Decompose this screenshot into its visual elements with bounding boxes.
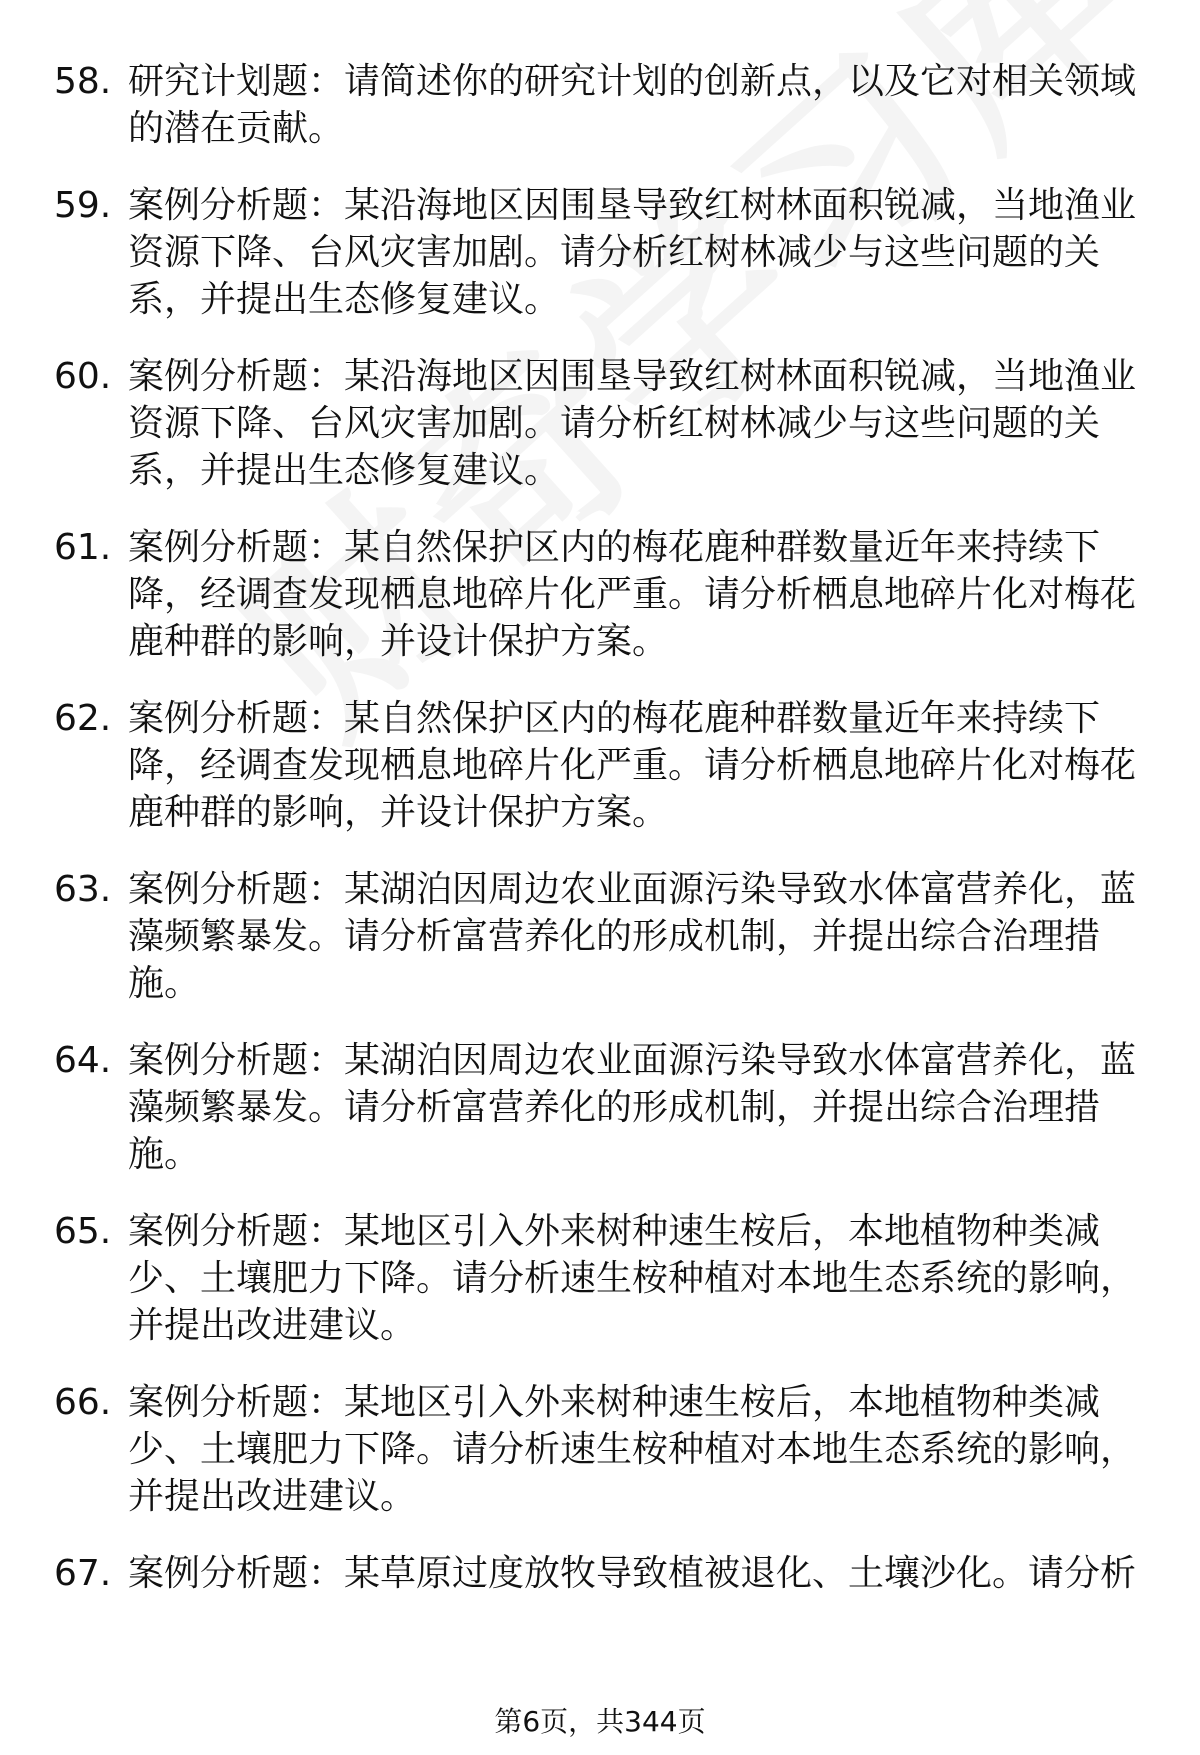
question-text: 研究计划题：请简述你的研究计划的创新点，以及它对相关领域的潜在贡献。 bbox=[128, 61, 1137, 149]
question-number: 58. bbox=[54, 61, 112, 102]
question-item bbox=[0, 182, 1200, 323]
page-footer: 第6页，共344页 bbox=[494, 1705, 706, 1738]
question-text: 案例分析题：某湖泊因周边农业面源污染导致水体富营养化，蓝藻频繁暴发。请分析富营养化的形成机制，并提出综合治理措施。 bbox=[128, 1040, 1137, 1175]
question-number: 62. bbox=[54, 698, 112, 739]
question-number: 59. bbox=[54, 185, 112, 226]
question-text: 案例分析题：某沿海地区因围垦导致红树林面积锐减，当地渔业资源下降、台风灾害加剧。请分析红树林减少与这些问题的关系，并提出生态修复建议。 bbox=[128, 356, 1137, 491]
question-number: 64. bbox=[54, 1040, 112, 1081]
question-item bbox=[0, 1550, 1200, 1597]
question-text: 案例分析题：某地区引入外来树种速生桉后，本地植物种类减少、土壤肥力下降。请分析速生桉种植对本地生态系统的影响，并提出改进建议。 bbox=[128, 1382, 1137, 1517]
question-number: 63. bbox=[54, 869, 112, 910]
question-number: 67. bbox=[54, 1553, 112, 1594]
question-number: 66. bbox=[54, 1382, 112, 1423]
question-text: 案例分析题：某草原过度放牧导致植被退化、土壤沙化。请分析 bbox=[128, 1553, 1137, 1594]
question-item bbox=[0, 1379, 1200, 1520]
question-list bbox=[0, 58, 1200, 1627]
question-item bbox=[0, 353, 1200, 494]
question-item bbox=[0, 1037, 1200, 1178]
question-text: 案例分析题：某地区引入外来树种速生桉后，本地植物种类减少、土壤肥力下降。请分析速生桉种植对本地生态系统的影响，并提出改进建议。 bbox=[128, 1211, 1137, 1346]
question-item bbox=[0, 695, 1200, 836]
question-item bbox=[0, 58, 1200, 152]
question-number: 65. bbox=[54, 1211, 112, 1252]
question-item bbox=[0, 1208, 1200, 1349]
question-text: 案例分析题：某自然保护区内的梅花鹿种群数量近年来持续下降，经调查发现栖息地碎片化严重。请分析栖息地碎片化对梅花鹿种群的影响，并设计保护方案。 bbox=[128, 527, 1137, 662]
question-item bbox=[0, 524, 1200, 665]
question-text: 案例分析题：某自然保护区内的梅花鹿种群数量近年来持续下降，经调查发现栖息地碎片化严重。请分析栖息地碎片化对梅花鹿种群的影响，并设计保护方案。 bbox=[128, 698, 1137, 833]
question-item bbox=[0, 866, 1200, 1007]
question-text: 案例分析题：某沿海地区因围垦导致红树林面积锐减，当地渔业资源下降、台风灾害加剧。请分析红树林减少与这些问题的关系，并提出生态修复建议。 bbox=[128, 185, 1137, 320]
question-number: 60. bbox=[54, 356, 112, 397]
question-number: 61. bbox=[54, 527, 112, 568]
question-text: 案例分析题：某湖泊因周边农业面源污染导致水体富营养化，蓝藻频繁暴发。请分析富营养化的形成机制，并提出综合治理措施。 bbox=[128, 869, 1137, 1004]
